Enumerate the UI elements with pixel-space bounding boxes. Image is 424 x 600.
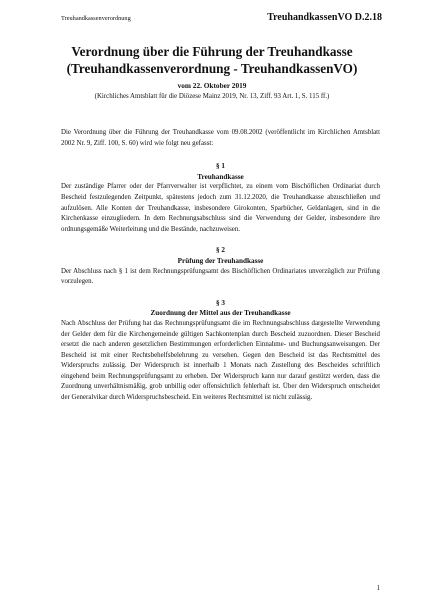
section-text: Der Abschluss nach § 1 ist dem Rechnungsprüfungsamt des Bischöflichen Ordinariates unverzüglich zur Prüfung vorzulegen.: [61, 267, 380, 286]
section-number: § 1: [216, 162, 225, 171]
title-block: [40, 44, 384, 100]
running-head-title: Treuhandkassenverordnung: [61, 15, 131, 22]
intro-paragraph: Die Verordnung über die Führung der Treuhandkasse vom 09.08.2002 (veröffentlicht im Kirchlichen Amtsblatt 2002 Nr. 9, Ziff. 100, S. 60) wird wie folgt neu gefasst:: [61, 129, 380, 147]
document-date: vom 22. Oktober 2019: [177, 81, 247, 90]
running-head: [61, 12, 382, 23]
section-heading: Treuhandkasse: [197, 172, 244, 181]
section-text: Nach Abschluss der Prüfung hat das Rechnungsprüfungsamt die im Rechnungsabschluss dargestellte Verwendung der Gelder dem für die Kirchengemeinde gültigen Sachkontenplan durch Bescheid zuzuordnen. Dieser Bescheid ersetzt die nach anderen gesetzlichen Bestimmungen erforderlichen Einnahme- und Buchungsanweisungen. Der Bescheid ist mit einer Rechtsbehelfsbelehrung zu versehen. Gegen den Bescheid ist das Rechtsmittel des Widerspruchs zulässig. Der Widerspruch ist innerhalb 1 Monats nach Zustellung des Bescheides schriftlich eingehend beim Rechnungsprüfungsamt zu erheben. Der Widerspruch kann nur darauf gestützt werden, dass die Zuordnung unverhältnismäßig, grob unbillig oder offensichtlich fehlerhaft ist. Über den Widerspruch entscheidet der Generalvikar durch Widerspruchsbescheid. Ein weiteres Rechtsmittel ist nicht zulässig.: [61, 319, 380, 402]
section-2: [61, 245, 380, 287]
section-1: [61, 161, 380, 235]
section-heading: Zuordnung der Mittel aus der Treuhandkasse: [150, 309, 291, 318]
section-number: § 3: [216, 298, 225, 307]
section-heading: Prüfung der Treuhandkasse: [177, 256, 264, 265]
section-3: [61, 298, 380, 404]
document-title-line-1: Verordnung über die Führung der Treuhandkasse: [71, 44, 353, 59]
document-title-line-2: (Treuhandkassenverordnung - TreuhandkassenVO): [66, 60, 358, 76]
section-number: § 2: [216, 246, 225, 255]
document-body: [61, 128, 380, 414]
section-text: Der zuständige Pfarrer oder der Pfarrverwalter ist verpflichtet, zu einem vom Bischöflichen Ordinariat durch Bescheid festzulegenden Zeitpunkt, spätestens jedoch zum 31.12.2020, die Treuhandkasse abzuschließen und aufzulösen. Alle Konten der Treuhandkasse, insbesondere Girokonten, Sparbücher, Geldanlagen, sind in die Kirchenkasse einzugliedern. In dem Rechnungsabschluss sind die Verwendung der Gelder, insbesondere ihre ordnungsgemäße Weiterleitung und die Bestände, nachzuweisen.: [61, 183, 380, 233]
running-head-code: TreuhandkassenVO D.2.18: [267, 12, 382, 23]
page-number: 1: [376, 584, 380, 592]
document-source: (Kirchliches Amtsblatt für die Diözese Mainz 2019, Nr. 13, Ziff. 93 Art. 1, S. 115 ff.): [94, 93, 330, 100]
